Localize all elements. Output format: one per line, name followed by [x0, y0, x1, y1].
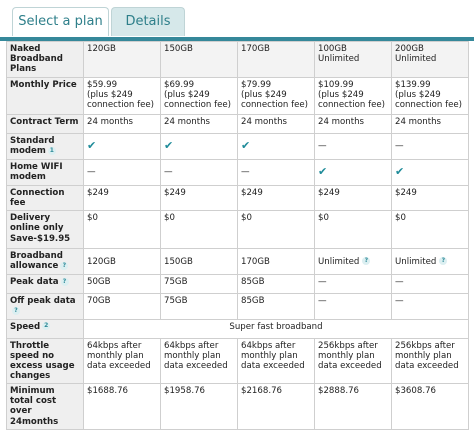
row-label-contract-term: Contract Term	[7, 115, 84, 134]
home-wifi-modem-cell	[315, 160, 392, 186]
broadband-allowance-cell: 120GB	[84, 249, 161, 275]
peak-data-cell: —	[392, 275, 469, 294]
minimum-total-cost-cell: $1688.76	[84, 384, 161, 430]
minimum-total-cost-cell: $1958.76	[161, 384, 238, 430]
corner-label: Naked Broadband Plans	[7, 42, 84, 78]
info-icon[interactable]: 1	[49, 146, 54, 154]
monthly-price-cell	[84, 78, 161, 115]
table-row	[7, 275, 469, 294]
delivery-online-cell: $0	[238, 211, 315, 249]
connection-fee-cell: $249	[392, 186, 469, 211]
contract-term-cell: 24 months	[392, 115, 469, 134]
row-label-monthly-price: Monthly Price	[7, 78, 84, 115]
delivery-online-cell: $0	[392, 211, 469, 249]
checkmark-icon: ✔	[87, 139, 97, 153]
table-row	[7, 384, 469, 430]
monthly-price-cell	[161, 78, 238, 115]
plan-header-100gb-unlimited: 100GB Unlimited	[315, 42, 392, 78]
minimum-total-cost-cell: $3608.76	[392, 384, 469, 430]
peak-data-cell: 50GB	[84, 275, 161, 294]
off-peak-data-cell: 75GB	[161, 294, 238, 319]
table-row	[7, 249, 469, 275]
allowance-value: Unlimited	[395, 256, 437, 267]
broadband-allowance-cell: 150GB	[161, 249, 238, 275]
delivery-online-cell: $0	[315, 211, 392, 249]
table-row	[7, 134, 469, 160]
plan-header-200gb-unlimited: 200GB Unlimited	[392, 42, 469, 78]
throttle-speed-cell: 64kbps after monthly plan data exceeded	[238, 338, 315, 384]
peak-data-cell: —	[315, 275, 392, 294]
monthly-price-cell	[238, 78, 315, 115]
price-value: $69.99	[164, 80, 195, 90]
connection-fee-cell: $249	[238, 186, 315, 211]
plan-header-120gb: 120GB	[84, 42, 161, 78]
plans-comparison-table	[6, 41, 469, 430]
table-row	[7, 211, 469, 249]
throttle-speed-cell: 64kbps after monthly plan data exceeded	[84, 338, 161, 384]
delivery-online-cell: $0	[161, 211, 238, 249]
minimum-total-cost-cell: $2168.76	[238, 384, 315, 430]
row-label-standard-modem	[7, 134, 84, 160]
checkmark-icon: ✔	[395, 165, 405, 179]
plan-header-150gb: 150GB	[161, 42, 238, 78]
off-peak-data-cell: —	[392, 294, 469, 319]
checkmark-icon: ✔	[164, 139, 174, 153]
table-row	[7, 115, 469, 134]
row-label-home-wifi-modem: Home WIFI modem	[7, 160, 84, 186]
info-icon[interactable]: ?	[60, 262, 68, 270]
info-icon[interactable]: ?	[439, 257, 447, 265]
off-peak-data-label: Off peak data	[10, 296, 76, 307]
row-label-connection-fee: Connection fee	[7, 186, 84, 211]
contract-term-cell: 24 months	[84, 115, 161, 134]
broadband-allowance-label: Broadband allowance	[10, 251, 63, 272]
row-label-broadband-allowance	[7, 249, 84, 275]
row-label-speed	[7, 319, 84, 338]
connection-fee-cell: $249	[161, 186, 238, 211]
price-note: (plus $249 connection fee)	[87, 90, 155, 111]
row-label-peak-data	[7, 275, 84, 294]
contract-term-cell: 24 months	[315, 115, 392, 134]
speed-label: Speed	[10, 321, 41, 332]
connection-fee-cell: $249	[84, 186, 161, 211]
table-row	[7, 294, 469, 319]
throttle-speed-cell: 256kbps after monthly plan data exceeded	[392, 338, 469, 384]
delivery-online-cell: $0	[84, 211, 161, 249]
monthly-price-cell	[392, 78, 469, 115]
connection-fee-cell: $249	[315, 186, 392, 211]
home-wifi-modem-cell	[392, 160, 469, 186]
info-icon[interactable]: ?	[362, 257, 370, 265]
info-icon[interactable]: ?	[61, 278, 69, 286]
throttle-speed-cell: 256kbps after monthly plan data exceeded	[315, 338, 392, 384]
off-peak-data-cell: 70GB	[84, 294, 161, 319]
minimum-total-cost-cell: $2888.76	[315, 384, 392, 430]
peak-data-label: Peak data	[10, 277, 59, 288]
row-label-delivery-online: Delivery online only Save-$19.95	[7, 211, 84, 249]
table-row	[7, 319, 469, 338]
price-value: $79.99	[241, 80, 272, 90]
contract-term-cell: 24 months	[161, 115, 238, 134]
row-label-throttle-speed: Throttle speed no excess usage changes	[7, 338, 84, 384]
standard-modem-cell: —	[392, 134, 469, 160]
table-row	[7, 78, 469, 115]
broadband-allowance-cell	[315, 249, 392, 275]
checkmark-icon: ✔	[318, 165, 328, 179]
info-icon[interactable]: 2	[44, 322, 49, 330]
checkmark-icon: ✔	[241, 139, 251, 153]
home-wifi-modem-cell: —	[238, 160, 315, 186]
monthly-price-cell	[315, 78, 392, 115]
price-value: $59.99	[87, 80, 118, 90]
broadband-allowance-cell: 170GB	[238, 249, 315, 275]
speed-cell: Super fast broadband	[84, 319, 469, 338]
standard-modem-cell	[238, 134, 315, 160]
price-note: (plus $249 connection fee)	[241, 90, 309, 111]
broadband-allowance-cell	[392, 249, 469, 275]
plan-header-170gb: 170GB	[238, 42, 315, 78]
price-note: (plus $249 connection fee)	[318, 90, 386, 111]
contract-term-cell: 24 months	[238, 115, 315, 134]
table-header-row	[7, 42, 469, 78]
price-value: $109.99	[318, 80, 354, 90]
price-note: (plus $249 connection fee)	[395, 90, 463, 111]
off-peak-data-cell: —	[315, 294, 392, 319]
off-peak-data-cell: 85GB	[238, 294, 315, 319]
info-icon[interactable]: ?	[12, 307, 20, 315]
table-row	[7, 186, 469, 211]
standard-modem-cell	[84, 134, 161, 160]
price-value: $139.99	[395, 80, 431, 90]
home-wifi-modem-cell: —	[84, 160, 161, 186]
table-row	[7, 338, 469, 384]
throttle-speed-cell: 64kbps after monthly plan data exceeded	[161, 338, 238, 384]
price-note: (plus $249 connection fee)	[164, 90, 232, 111]
row-label-minimum-total-cost: Minimum total cost over 24months	[7, 384, 84, 430]
standard-modem-label: Standard modem	[10, 136, 55, 157]
peak-data-cell: 75GB	[161, 275, 238, 294]
peak-data-cell: 85GB	[238, 275, 315, 294]
allowance-value: Unlimited	[318, 256, 360, 267]
tab-details[interactable]: Details	[111, 7, 185, 36]
table-row	[7, 160, 469, 186]
home-wifi-modem-cell: —	[161, 160, 238, 186]
tab-select-a-plan[interactable]: Select a plan	[12, 7, 109, 36]
row-label-off-peak-data	[7, 294, 84, 319]
standard-modem-cell: —	[315, 134, 392, 160]
standard-modem-cell	[161, 134, 238, 160]
